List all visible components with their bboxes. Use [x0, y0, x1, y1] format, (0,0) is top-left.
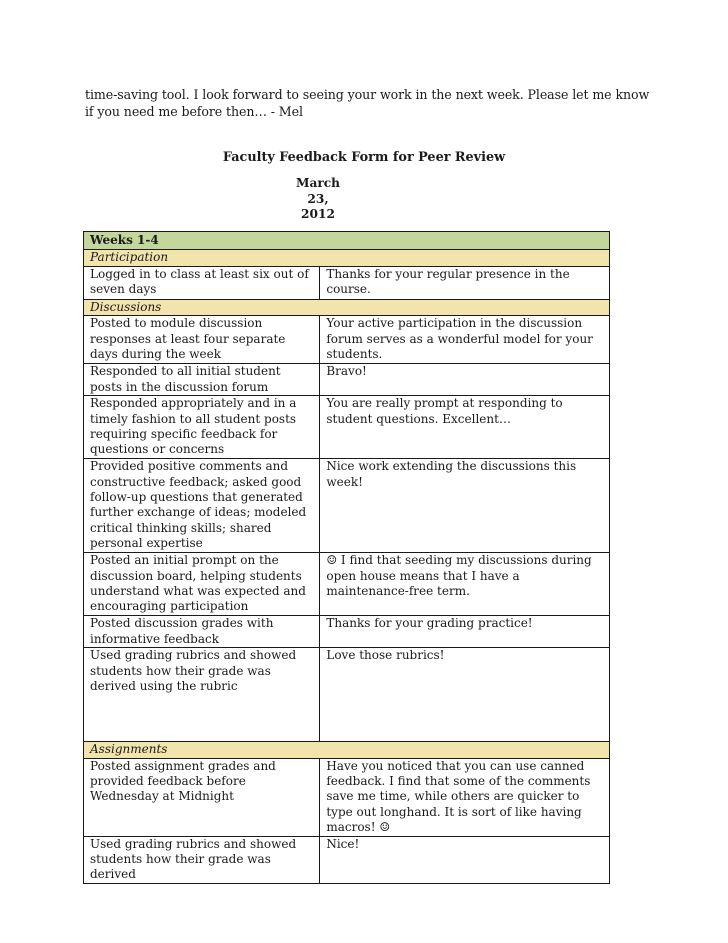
table-row: [84, 616, 610, 648]
criterion-cell: Used grading rubrics and showed students how their grade was derived: [84, 836, 320, 883]
date-year: 2012: [301, 207, 335, 221]
table-row: [84, 459, 610, 553]
week-header-row: [84, 232, 610, 250]
criterion-cell: Posted discussion grades with informative feedback: [84, 616, 320, 648]
table-row: [84, 758, 610, 836]
feedback-cell: Bravo!: [320, 364, 610, 396]
table-row: [84, 396, 610, 459]
week-header: Weeks 1-4: [84, 232, 610, 250]
table-row: [84, 266, 610, 299]
feedback-cell: Nice!: [320, 836, 610, 883]
intro-paragraph: time-saving tool. I look forward to seeing your work in the next week. Please let me know if you need me before then… - Mel: [85, 87, 650, 119]
criterion-cell: Posted to module discussion responses at least four separate days during the week: [84, 316, 320, 364]
table-row: [84, 364, 610, 396]
criterion-cell: Logged in to class at least six out of seven days: [84, 266, 320, 299]
document-date: [288, 176, 348, 223]
page-title: [0, 150, 728, 165]
date-month: March: [295, 176, 341, 190]
feedback-table: [83, 231, 610, 884]
table-row: [84, 553, 610, 616]
section-row-participation: [84, 250, 610, 266]
criterion-cell: Posted an initial prompt on the discussion board, helping students understand what was expected and encouraging participation: [84, 553, 320, 616]
section-header: Assignments: [84, 742, 610, 758]
date-day: 23,: [307, 191, 329, 206]
criterion-cell: Responded to all initial student posts in the discussion forum: [84, 364, 320, 396]
feedback-cell: Thanks for your regular presence in the course.: [320, 266, 610, 299]
feedback-cell: Nice work extending the discussions this week!: [320, 459, 610, 553]
criterion-cell: Provided positive comments and constructive feedback; asked good follow-up questions that generated further exchange of ideas; modeled critical thinking skills; shared personal expertise: [84, 459, 320, 553]
section-row-discussions: [84, 299, 610, 315]
feedback-cell: ☺ I find that seeding my discussions during open house means that I have a maintenance-free term.: [320, 553, 610, 616]
section-header: Discussions: [84, 299, 610, 315]
title-text: Faculty Feedback Form for Peer Review: [222, 150, 506, 165]
table-row: [84, 316, 610, 364]
feedback-cell: Have you noticed that you can use canned feedback. I find that some of the comments save me time, while others are quicker to type out longhand. It is sort of like having macros! ☺: [320, 758, 610, 836]
feedback-cell: Love those rubrics!: [320, 648, 610, 742]
table-row: [84, 648, 610, 742]
criterion-cell: Responded appropriately and in a timely fashion to all student posts requiring specific feedback for questions or concerns: [84, 396, 320, 459]
section-row-assignments: [84, 742, 610, 758]
feedback-cell: Your active participation in the discussion forum serves as a wonderful model for your students.: [320, 316, 610, 364]
table-row: [84, 836, 610, 883]
criterion-cell: Posted assignment grades and provided feedback before Wednesday at Midnight: [84, 758, 320, 836]
feedback-cell: Thanks for your grading practice!: [320, 616, 610, 648]
section-header: Participation: [84, 250, 610, 266]
feedback-cell: You are really prompt at responding to student questions. Excellent…: [320, 396, 610, 459]
criterion-cell: Used grading rubrics and showed students how their grade was derived using the rubric: [84, 648, 320, 742]
